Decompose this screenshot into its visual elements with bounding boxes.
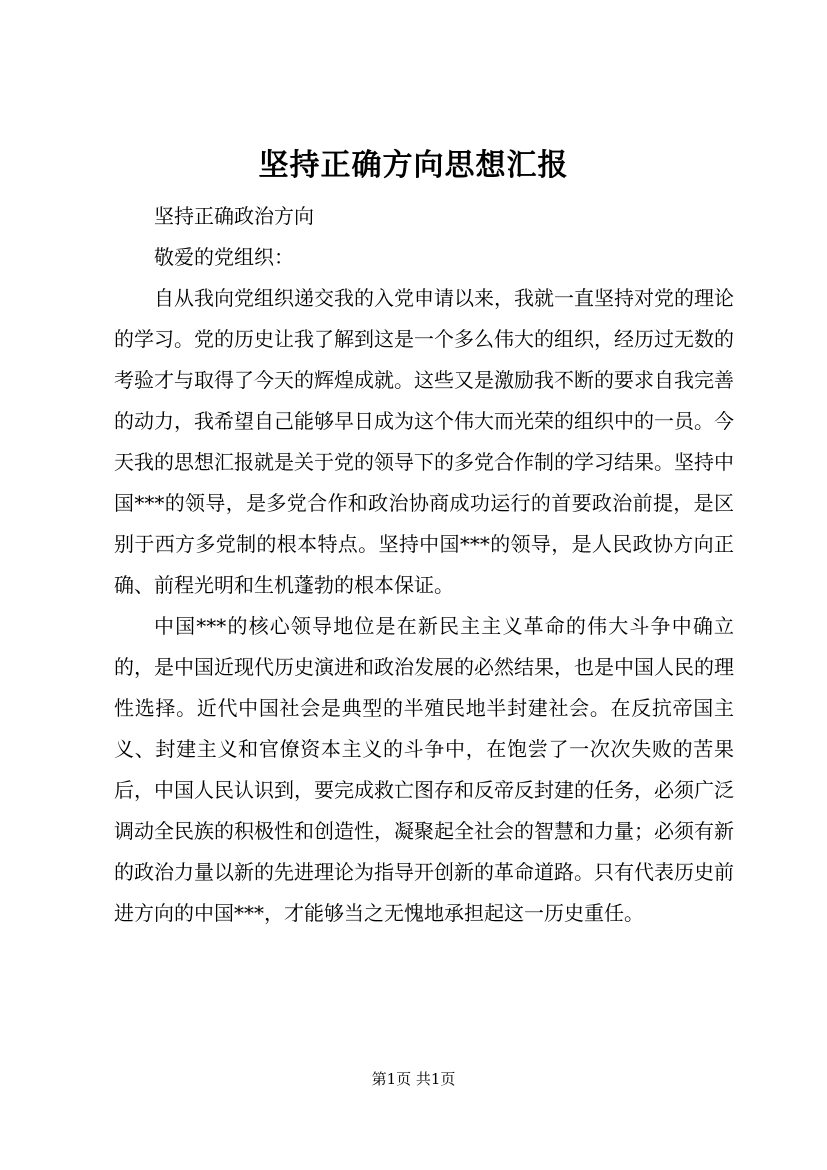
paragraph-2: 中国***的核心领导地位是在新民主主义革命的伟大斗争中确立的，是中国近现代历史演进和政治发展的必然结果，也是中国人民的理性选择。近代中国社会是典型的半殖民地半封建社会。在反抗帝国主义、封建主义和官僚资本主义的斗争中，在饱尝了一次次失败的苦果后，中国人民认识到，要完成救亡图存和反帝反封建的任务，必须广泛调动全民族的积极性和创造性，凝聚起全社会的智慧和力量；必须有新的政治力量以新的先进理论为指导开创新的革命道路。只有代表历史前进方向的中国***，才能够当之无愧地承担起这一历史重任。 [114,614,734,925]
subtitle-line: 坚持正确政治方向 [154,204,314,228]
document-title: 坚持正确方向思想汇报 [258,148,569,183]
page-footer: 第1页 共1页 [371,1070,456,1088]
salutation-line: 敬爱的党组织： [154,245,294,269]
document-body [114,196,734,934]
paragraph-1: 自从我向党组织递交我的入党申请以来，我就一直坚持对党的理论的学习。党的历史让我了解到这是一个多么伟大的组织，经历过无数的考验才与取得了今天的辉煌成就。这些又是激励我不断的要求自我完善的动力，我希望自己能够早日成为这个伟大而光荣的组织中的一员。今天我的思想汇报就是关于党的领导下的多党合作制的学习结果。坚持中国***的领导，是多党合作和政治协商成功运行的首要政治前提，是区别于西方多党制的根本特点。坚持中国***的领导，是人民政协方向正确、前程光明和生机蓬勃的根本保证。 [114,286,734,597]
